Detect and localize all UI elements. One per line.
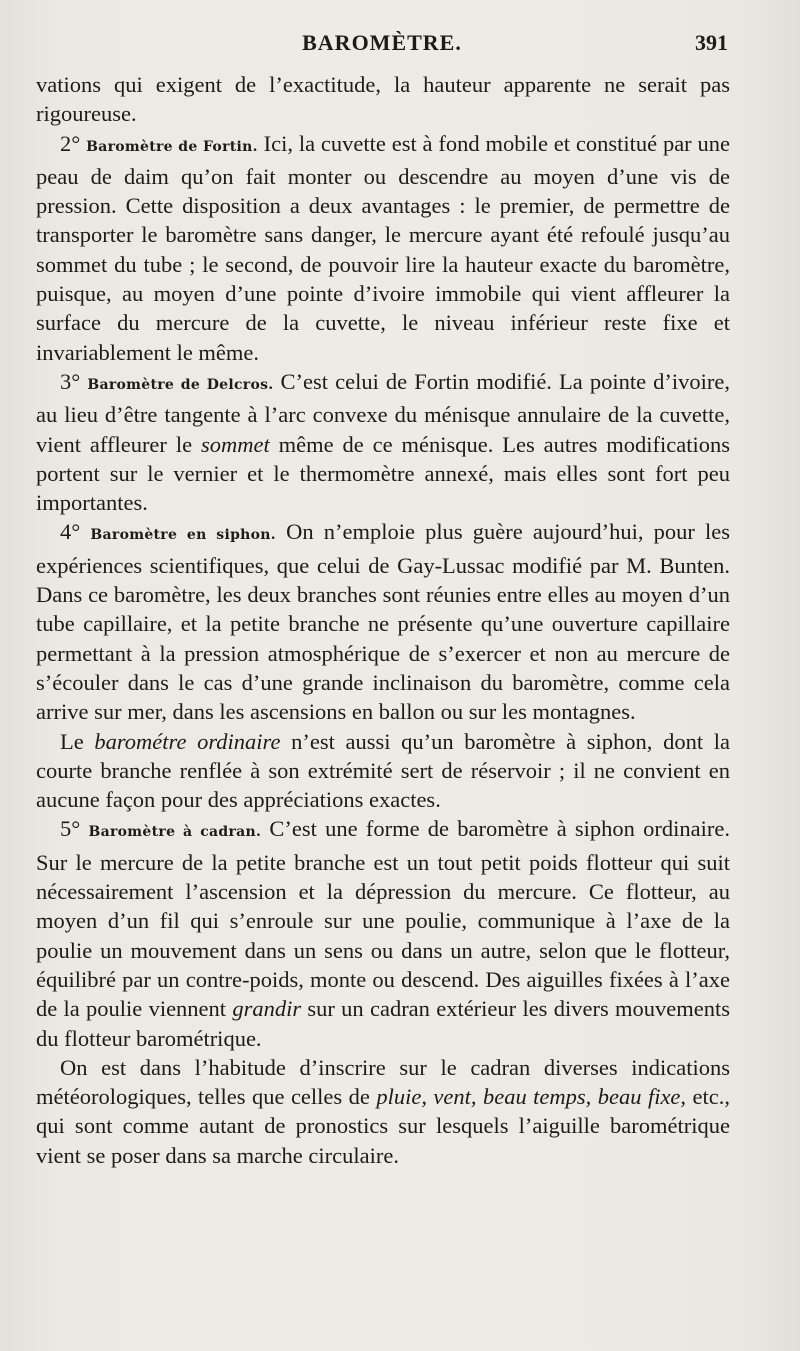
section-heading: Baromètre de Delcros.: [87, 376, 274, 393]
running-header: [36, 30, 728, 60]
paragraph-text: n’est aussi qu’un baromètre à siphon, dont la courte branche renflée à son extrémité sert de réservoir ; il ne convient en aucune façon pour des appréciations exactes.: [36, 728, 730, 813]
page-number: 391: [695, 30, 728, 55]
paragraph: [36, 517, 730, 726]
paragraph: [36, 1053, 730, 1170]
running-title: BAROMÈTRE.: [302, 30, 462, 55]
italic-term: barométre ordinaire: [94, 728, 281, 754]
paragraph: [36, 814, 730, 1052]
paragraph-text: On est dans l’habitude d’inscrire sur le cadran diverses indications météorologiques, telles que celles de: [36, 1054, 730, 1110]
paragraph-text: C’est une forme de baromètre à siphon ordinaire. Sur le mercure de la petite branche est un tout petit poids flotteur qui suit nécessairement l’ascension et la dépression du mercure. Ce flotteur, au moyen d’un fil qui s’enroule sur une poulie, communique à l’axe de la poulie un mouvement dans un sens ou dans un autre, selon que le flotteur, équilibré par un contre-poids, monte ou descend. Des aiguilles fixées à l’axe de la poulie viennent: [36, 816, 730, 1022]
paragraph-text: 3°: [60, 368, 88, 394]
paragraph-text: 4°: [60, 519, 91, 545]
section-heading: Baromètre de Fortin.: [86, 138, 258, 155]
italic-term: sommet: [200, 431, 270, 457]
paragraph-text: sur un cadran extérieur les divers mouvements du flotteur barométrique.: [36, 996, 730, 1051]
italic-term: pluie, vent, beau temps, beau fixe,: [376, 1084, 687, 1110]
section-heading: Baromètre en siphon.: [90, 527, 276, 544]
paragraph-text: même de ce ménisque. Les autres modifications portent sur le vernier et le thermomètre annexé, mais elles sont fort peu importantes.: [36, 431, 730, 516]
paragraph: [36, 70, 730, 129]
paragraph-text: 2°: [60, 130, 87, 156]
paragraph: [36, 129, 730, 367]
paragraph-text: 5°: [60, 816, 89, 842]
paragraph-text: Le: [60, 728, 95, 754]
page-body: [36, 70, 730, 1170]
paragraph-text: vations qui exigent de l’exactitude, la hauteur apparente ne serait pas rigoureuse.: [36, 72, 730, 127]
paragraph: [36, 367, 730, 517]
paragraph: [36, 727, 730, 815]
section-heading: Baromètre à cadran.: [88, 824, 262, 841]
paragraph-text: C’est celui de Fortin modifié. La pointe d’ivoire, au lieu d’être tangente à l’arc convexe du ménisque annulaire de la cuvette, vient affleurer le: [36, 368, 730, 457]
paragraph-text: etc., qui sont comme autant de pronostics sur lesquels l’aiguille barométrique vient se poser dans sa marche circulaire.: [36, 1084, 731, 1168]
paragraph-text: Ici, la cuvette est à fond mobile et constitué par une peau de daim qu’on fait monter ou descendre au moyen d’une vis de pression. Cette disposition a deux avantages : le premier, de permettre de transporter le baromètre sans danger, le mercure ayant été refoulé jusqu’au sommet du tube ; le second, de pouvoir lire la hauteur exacte du baromètre, puisque, au moyen d’une pointe d’ivoire immobile qui vient affleurer la surface du mercure de la cuvette, le niveau inférieur reste fixe et invariablement le même.: [36, 130, 730, 365]
paragraph-text: On n’emploie plus guère aujourd’hui, pour les expériences scientifiques, que celui de Gay-Lussac modifié par M. Bunten. Dans ce baromètre, les deux branches sont réunies entre elles au moyen d’un tube capillaire, et la petite branche ne présente qu’une ouverture capillaire permettant à la pression atmosphérique de s’exercer et non au mercure de s’écouler dans le cas d’une grande inclinaison du baromètre, comme cela arrive sur mer, dans les ascensions en ballon ou sur les montagnes.: [36, 519, 731, 725]
italic-term: grandir: [232, 996, 302, 1022]
